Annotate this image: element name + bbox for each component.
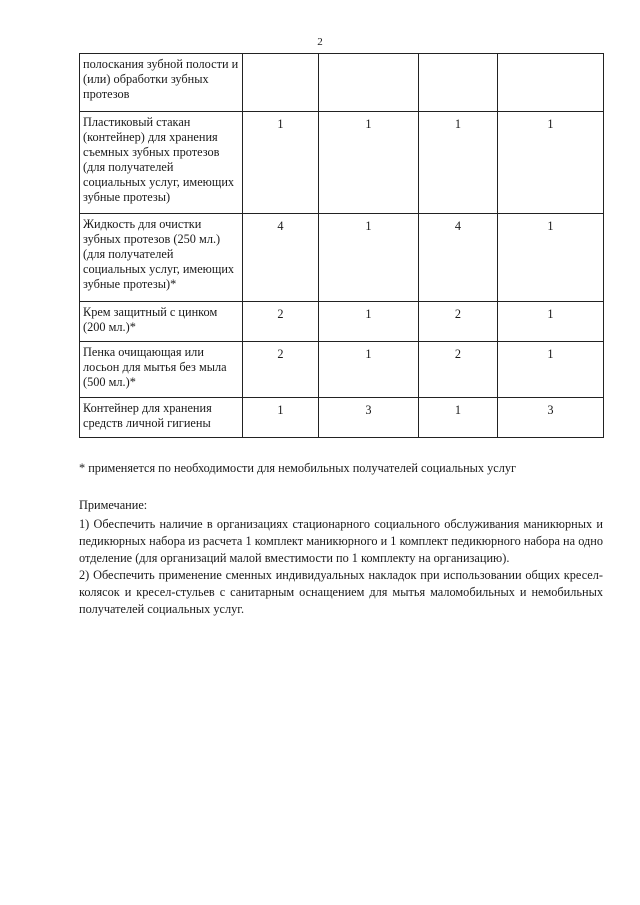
item-name: Пластиковый стакан (контейнер) для хранения съемных зубных протезов (для получателей социальных услуг, имеющих зубные протезы) [80, 112, 243, 214]
table-row [80, 342, 604, 398]
item-value: 1 [498, 214, 604, 302]
item-value: 1 [498, 112, 604, 214]
item-value: 1 [243, 112, 319, 214]
item-value [243, 54, 319, 112]
item-value: 1 [419, 112, 498, 214]
table-row [80, 398, 604, 438]
item-value [419, 54, 498, 112]
item-value: 1 [319, 214, 419, 302]
table-row [80, 112, 604, 214]
item-value: 2 [243, 342, 319, 398]
note-item: 1) Обеспечить наличие в организациях стационарного социального обслуживания маникюрных и педикюрных набора из расчета 1 комплект маникюрного и 1 комплект педикюрного набора на одно отделение (для организаций малой вместимости по 1 комплекту на организацию). [79, 517, 603, 565]
item-value: 1 [319, 112, 419, 214]
item-name: Крем защитный с цинком (200 мл.)* [80, 302, 243, 342]
item-name: Контейнер для хранения средств личной гигиены [80, 398, 243, 438]
supply-table [79, 53, 604, 438]
item-value: 2 [419, 342, 498, 398]
notes-section [79, 497, 603, 618]
notes-title: Примечание: [79, 498, 148, 512]
table-row [80, 54, 604, 112]
item-value: 1 [319, 342, 419, 398]
item-value: 1 [419, 398, 498, 438]
item-value: 3 [498, 398, 604, 438]
item-value: 3 [319, 398, 419, 438]
item-value: 1 [319, 302, 419, 342]
item-value: 4 [419, 214, 498, 302]
page-number: 2 [317, 36, 323, 48]
item-value: 4 [243, 214, 319, 302]
item-value: 2 [243, 302, 319, 342]
footnote: * применяется по необходимости для немобильных получателей социальных услуг [79, 461, 517, 475]
table-row [80, 214, 604, 302]
note-item: 2) Обеспечить применение сменных индивидуальных накладок при использовании общих кресел-колясок и кресел-стульев с санитарным оснащением для мытья маломобильных и немобильных получателей социальных услуг. [79, 568, 603, 616]
item-value [319, 54, 419, 112]
item-name: Пенка очищающая или лосьон для мытья без мыла (500 мл.)* [80, 342, 243, 398]
item-value: 1 [498, 302, 604, 342]
item-value: 1 [498, 342, 604, 398]
item-name: полоскания зубной полости и (или) обработки зубных протезов [80, 54, 243, 112]
item-name: Жидкость для очистки зубных протезов (250 мл.) (для получателей социальных услуг, имеющих зубные протезы)* [80, 214, 243, 302]
table-row [80, 302, 604, 342]
item-value: 2 [419, 302, 498, 342]
item-value: 1 [243, 398, 319, 438]
item-value [498, 54, 604, 112]
